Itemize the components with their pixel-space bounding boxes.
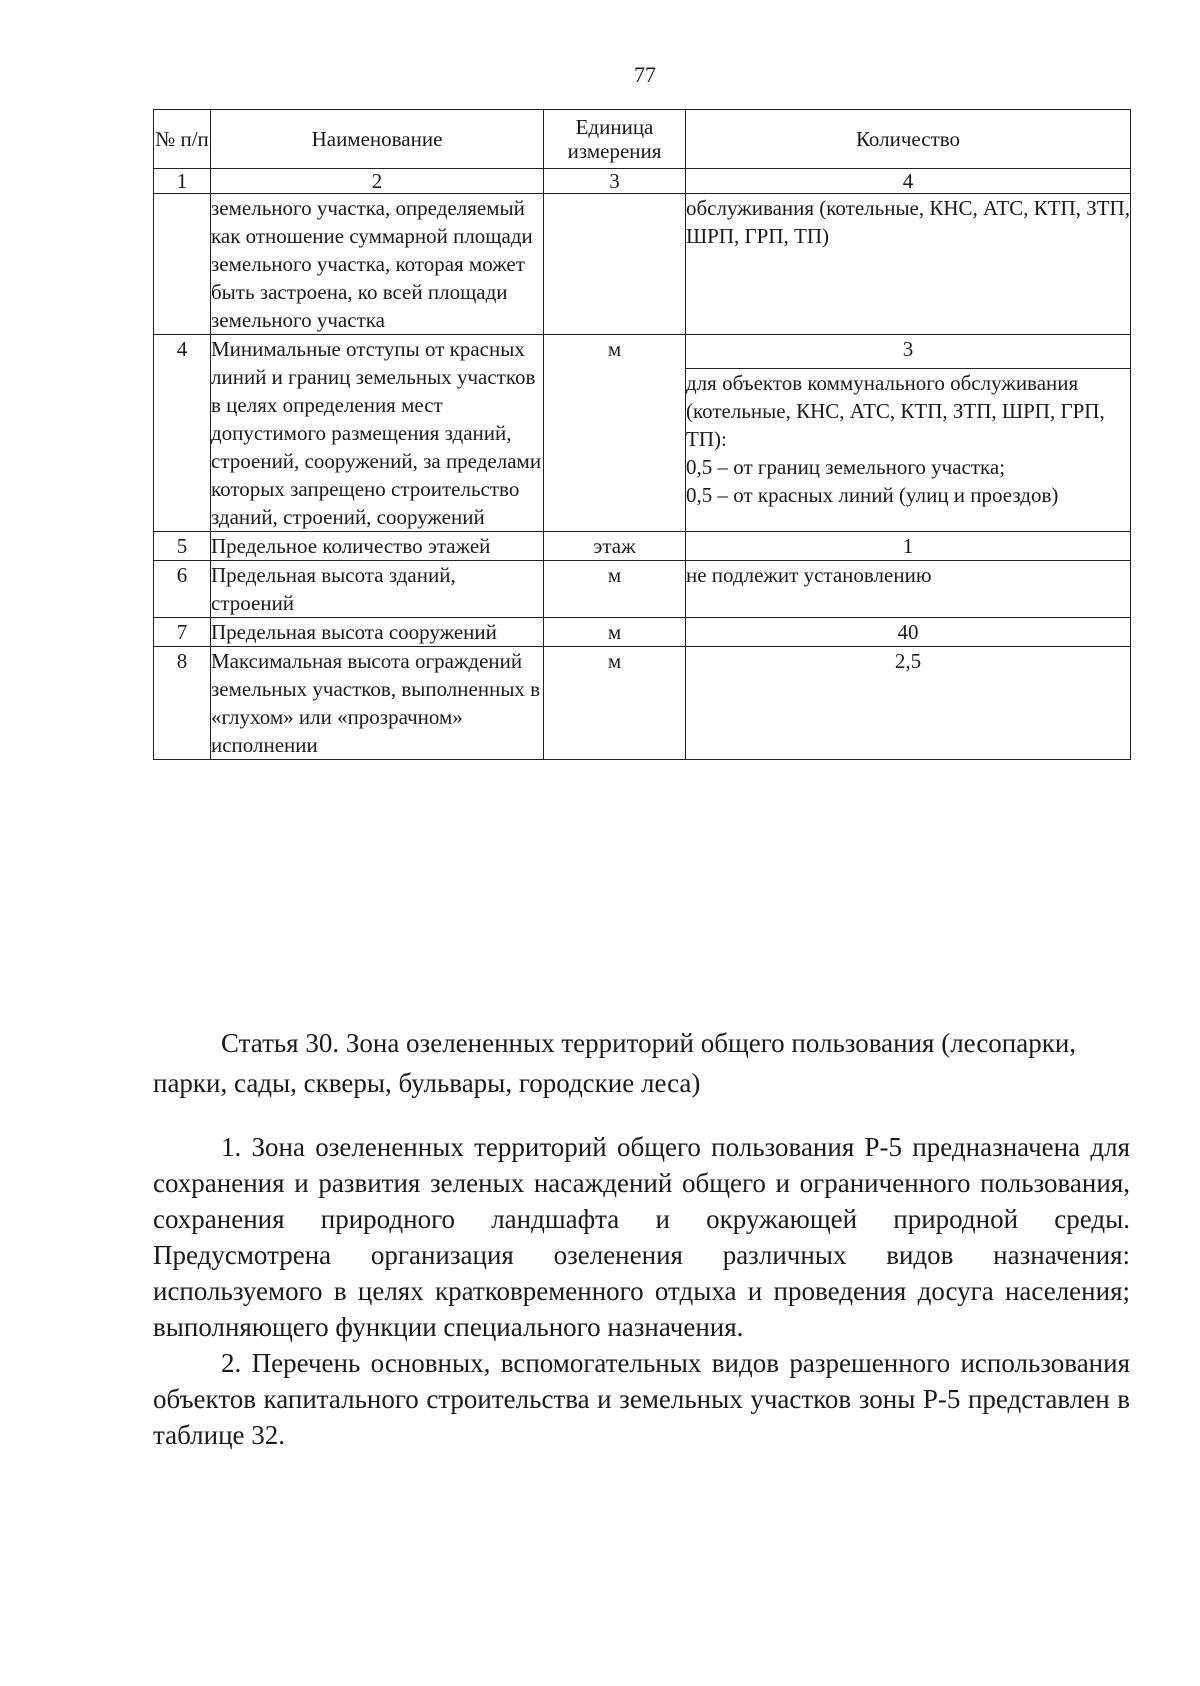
row-unit: этаж (544, 532, 686, 561)
colnum-4: 4 (686, 169, 1131, 194)
qty-note-intro: для объектов коммунального обслуживания (котельные, КНС, АТС, КТП, ЗТП, ШРП, ГРП, ТП): (686, 370, 1105, 451)
row-name: Максимальная высота ограждений земельных участков, выполненных в «глухом» или «прозрачном» исполнении (211, 647, 544, 760)
row-unit (544, 194, 686, 335)
colnum-3: 3 (544, 169, 686, 194)
page-number: 77 (634, 62, 656, 87)
row-num (154, 194, 211, 335)
paragraph-1: 1. Зона озелененных территорий общего пользования Р-5 предназначена для сохранения и развития зеленых насаждений общего и ограниченного пользования, сохранения природного ландшафта и окружающей природной среды. Предусмотрена организация озеленения различных видов назначения: используемого в целях кратковременного отдыха и проведения досуга населения; выполняющего функции специального назначения. (153, 1132, 1130, 1342)
row-num: 8 (154, 647, 211, 760)
row-unit: м (544, 561, 686, 618)
table-row (154, 335, 1131, 369)
column-numbers-row (154, 169, 1131, 194)
row-name: земельного участка, определяемый как отношение суммарной площади земельного участка, которая может быть застроена, ко всей площади земельного участка (211, 194, 544, 335)
row-unit: м (544, 647, 686, 760)
row-qty: 40 (686, 618, 1131, 647)
row-num: 7 (154, 618, 211, 647)
table-row (154, 647, 1131, 760)
row-name: Предельное количество этажей (211, 532, 544, 561)
table-row (154, 618, 1131, 647)
header-qty: Количество (686, 110, 1131, 169)
row-qty: 2,5 (686, 647, 1131, 760)
row-num: 5 (154, 532, 211, 561)
row-num: 6 (154, 561, 211, 618)
header-num: № п/п (154, 110, 211, 169)
parameters-table (153, 109, 1131, 760)
table-row (154, 194, 1131, 335)
row-unit: м (544, 618, 686, 647)
row-name: Предельная высота зданий, строений (211, 561, 544, 618)
row-unit: м (544, 335, 686, 532)
colnum-1: 1 (154, 169, 211, 194)
table-header-row (154, 110, 1131, 169)
row-qty: обслуживания (котельные, КНС, АТС, КТП, ЗТП, ШРП, ГРП, ТП) (686, 194, 1131, 335)
row-name: Предельная высота сооружений (211, 618, 544, 647)
row-qty: 1 (686, 532, 1131, 561)
header-unit: Единица измерения (544, 110, 686, 169)
row-qty-note (686, 368, 1131, 531)
header-name: Наименование (211, 110, 544, 169)
qty-note-line: 0,5 – от границ земельного участка; (686, 454, 1006, 479)
qty-note-line: 0,5 – от красных линий (улиц и проездов) (686, 482, 1059, 507)
table-row (154, 561, 1131, 618)
article-heading: Статья 30. Зона озелененных территорий общего пользования (лесопарки, парки, сады, скверы, бульвары, городские леса) (153, 1028, 1077, 1098)
row-qty: не подлежит установлению (686, 561, 1131, 618)
row-name: Минимальные отступы от красных линий и границ земельных участков в целях определения мест допустимого размещения зданий, строений, сооружений, за пределами которых запрещено строительство зданий, строений, сооружений (211, 335, 544, 532)
paragraph-2: 2. Перечень основных, вспомогательных видов разрешенного использования объектов капитального строительства и земельных участков зоны Р-5 представлен в таблице 32. (153, 1348, 1130, 1450)
colnum-2: 2 (211, 169, 544, 194)
row-qty-value: 3 (686, 335, 1131, 369)
table-row (154, 532, 1131, 561)
row-num: 4 (154, 335, 211, 532)
